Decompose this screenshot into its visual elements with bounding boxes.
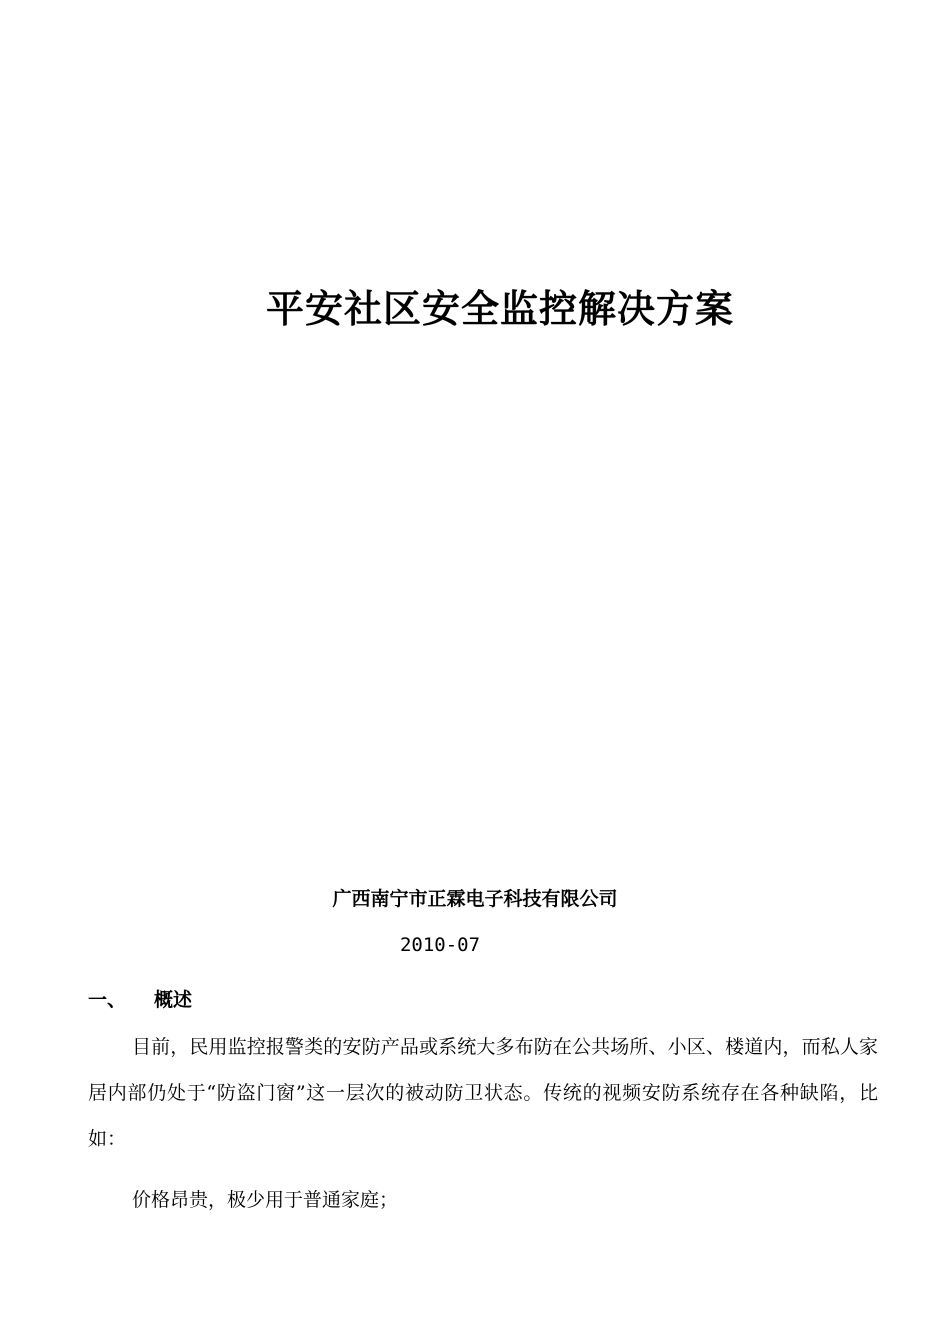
section-number: 一、 (88, 989, 127, 1011)
section-title: 概述 (154, 989, 193, 1011)
document-date: 2010-07 (399, 934, 481, 956)
body-paragraph: 价格昂贵，极少用于普通家庭； (132, 1189, 399, 1211)
section-heading (88, 985, 192, 1012)
body-paragraph: 目前，民用监控报警类的安防产品或系统大多布防在公共场所、小区、楼道内，而私人家居内部仍处于“防盗门窗”这一层次的被动防卫状态。传统的视频安防系统存在各种缺陷，比如： (88, 1036, 878, 1150)
document-title: 平安社区安全监控解决方案 (265, 286, 734, 331)
company-name: 广西南宁市正霖电子科技有限公司 (332, 888, 618, 910)
